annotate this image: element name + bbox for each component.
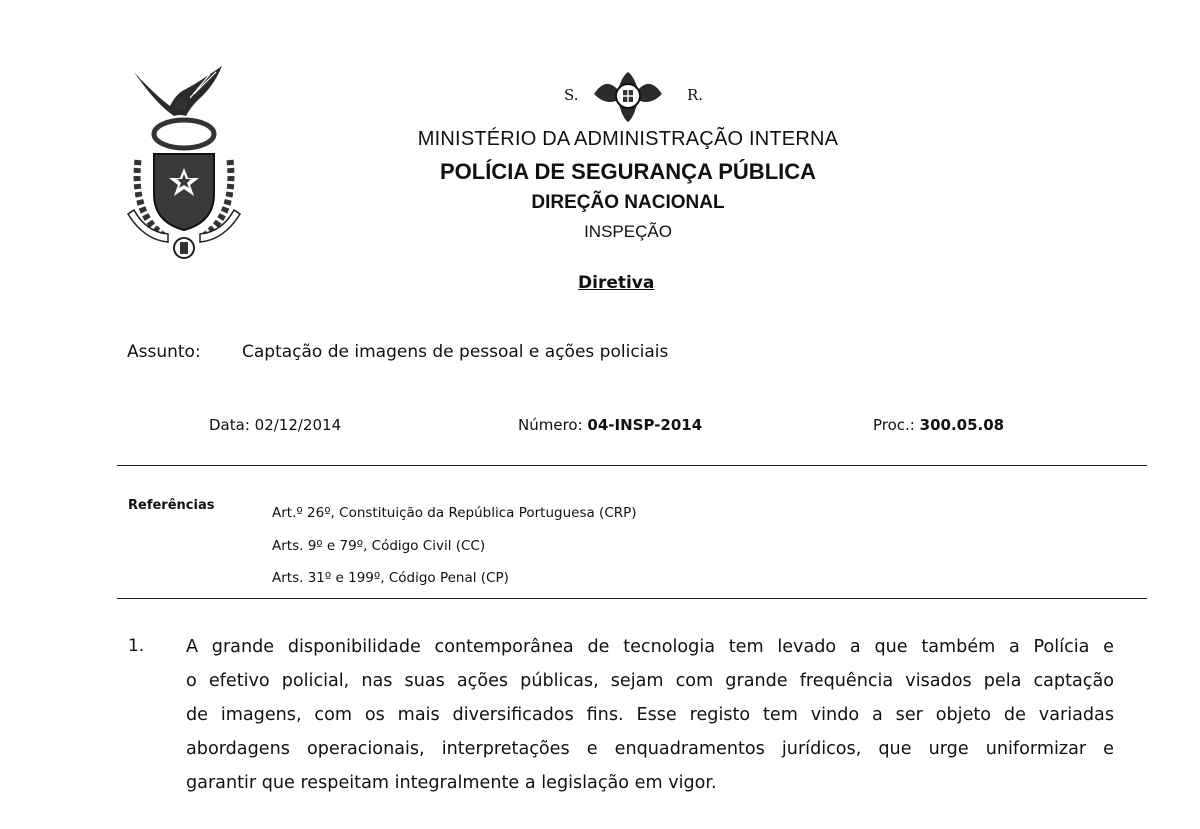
number-label: Número: (518, 416, 583, 434)
reference-item: Arts. 9º e 79º, Código Civil (CC) (272, 538, 486, 554)
proc-value: 300.05.08 (919, 416, 1005, 434)
paragraph-line: A grande disponibilidade contemporânea de tecnologia tem levado a que também a Polícia e (186, 637, 1114, 657)
divider-bottom (117, 598, 1147, 599)
ministry-heading: MINISTÉRIO DA ADMINISTRAÇÃO INTERNA (417, 128, 839, 150)
seal-letter-s: S. (564, 86, 579, 104)
paragraph-line: o efetivo policial, nas suas ações públicas, sejam com grande frequência visados pela captação (186, 671, 1114, 691)
police-heading: POLÍCIA DE SEGURANÇA PÚBLICA (439, 159, 817, 184)
reference-item: Art.º 26º, Constituição da República Portuguesa (CRP) (272, 505, 637, 521)
seal-letter-r: R. (687, 86, 704, 104)
directorate-heading: DIREÇÃO NACIONAL (531, 192, 725, 213)
date-field (209, 416, 341, 434)
number-field (518, 416, 702, 434)
date-value: 02/12/2014 (254, 416, 342, 434)
document-type-title: Diretiva (578, 273, 655, 293)
paragraph-line: garantir que respeitam integralmente a legislação em vigor. (186, 773, 717, 793)
proc-field (873, 416, 1004, 434)
paragraph-line: de imagens, com os mais diversificados fins. Esse registo tem vindo a ser objeto de variadas (186, 705, 1114, 725)
paragraph-number: 1. (128, 636, 145, 656)
subject-value: Captação de imagens de pessoal e ações policiais (242, 342, 669, 362)
date-label: Data: (209, 416, 250, 434)
paragraph-line: abordagens operacionais, interpretações e enquadramentos jurídicos, que urge uniformizar e (186, 739, 1114, 759)
references-label: Referências (128, 498, 215, 513)
reference-item: Arts. 31º e 199º, Código Penal (CP) (272, 570, 509, 586)
republic-seal-logo (592, 66, 664, 126)
proc-label: Proc.: (873, 416, 915, 434)
number-value: 04-INSP-2014 (587, 416, 703, 434)
department-heading: INSPEÇÃO (584, 222, 672, 241)
divider-top (117, 465, 1147, 466)
paragraph-body (186, 630, 1114, 800)
subject-label: Assunto: (127, 342, 201, 362)
